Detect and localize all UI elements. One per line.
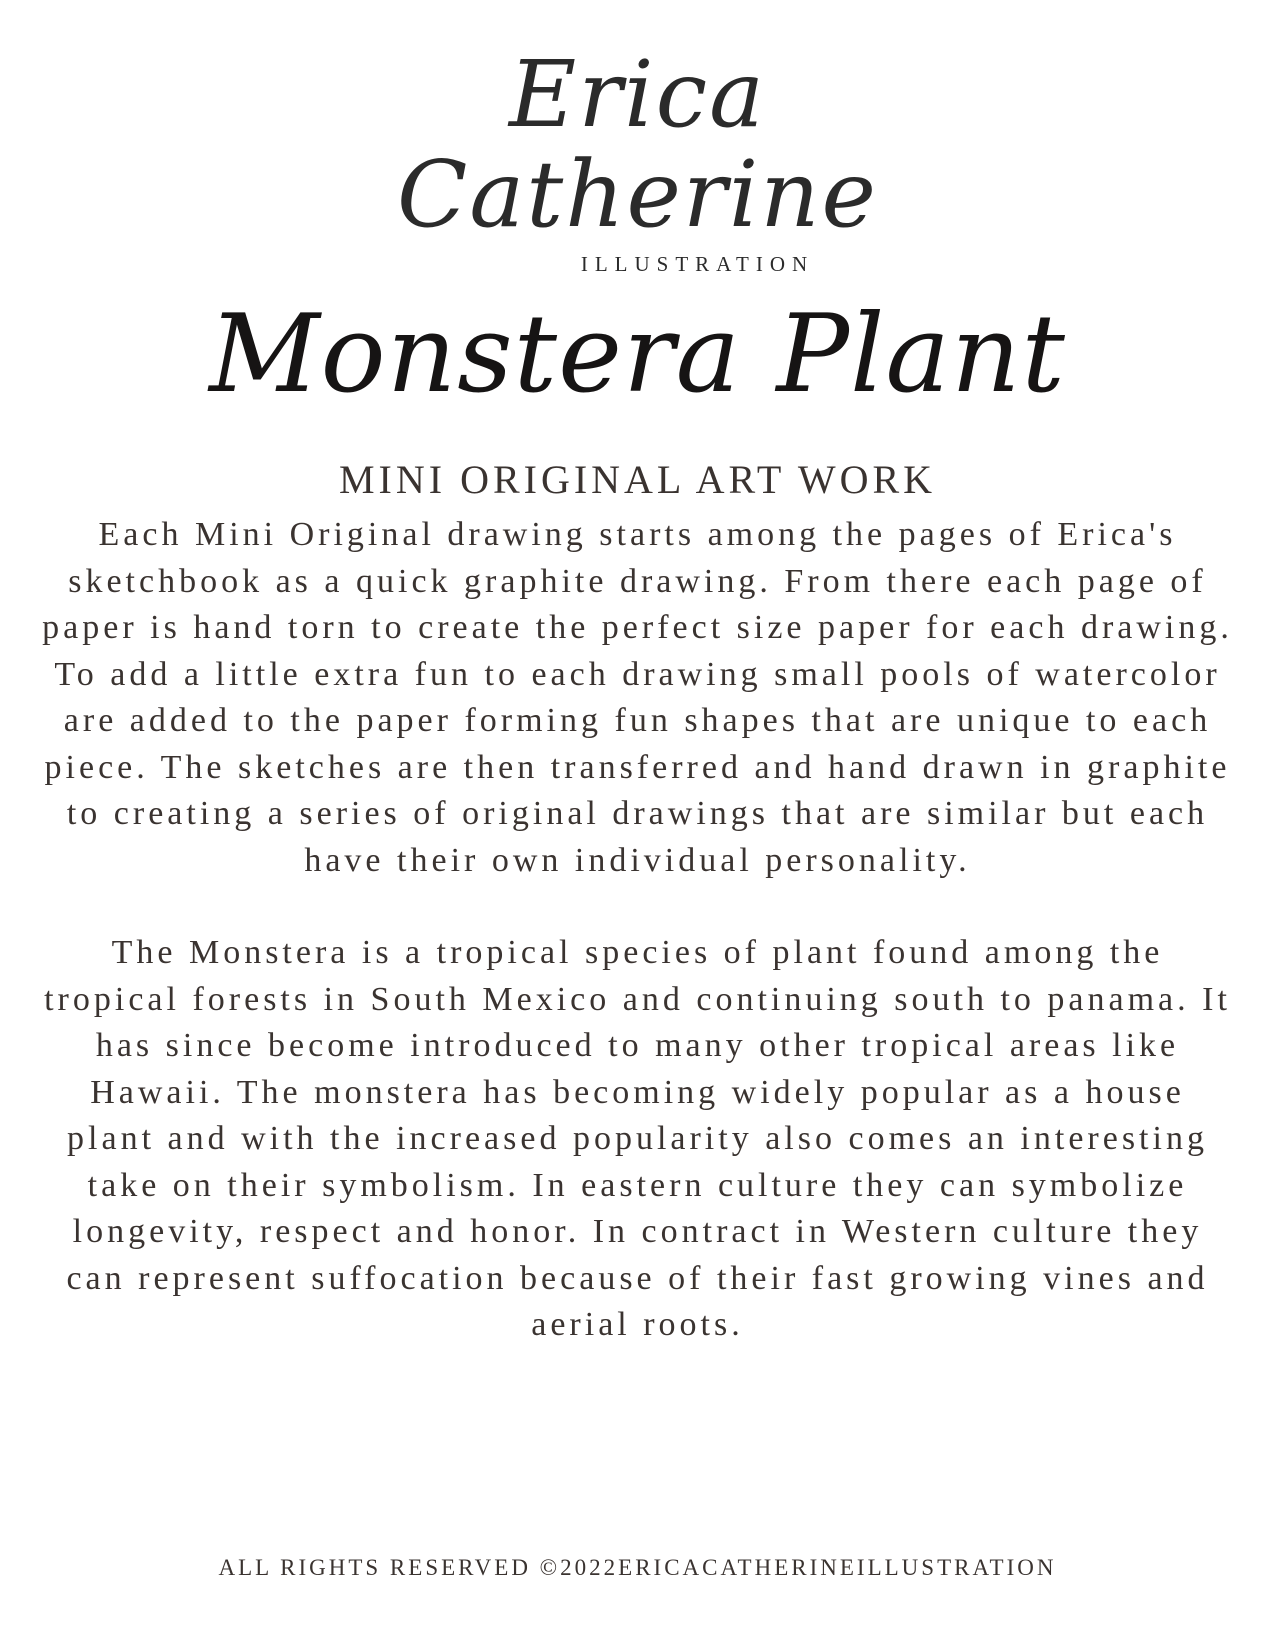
page-subtitle: MINI ORIGINAL ART WORK (338, 457, 937, 502)
paragraph-monstera: The Monstera is a tropical species of plant found among the tropical forests in South Mexico and continuing south to panama. It has since become introduced to many other tropical areas like Hawaii. The monstera has becoming widely popular as a house plant and with the increased popularity also comes an interesting take on their symbolism. In eastern culture they can symbolize longevity, respect and honor. In contract in Western culture they can represent suffocation because of their fast growing vines and aerial roots. (44, 934, 1231, 1343)
logo-first-name: Erica (509, 41, 766, 148)
description-body (40, 512, 1235, 1349)
page-title: Monstera Plant (209, 292, 1066, 417)
paragraph-mini-original: Each Mini Original drawing starts among the pages of Erica's sketchbook as a quick graphite drawing. From there each page of paper is hand torn to create the perfect size paper for each drawing. To add a little extra fun to each drawing small pools of watercolor are added to the paper forming fun shapes that are unique to each piece. The sketches are then transferred and hand drawn in graphite to creating a series of original drawings that are similar but each have their own individual personality. (42, 516, 1233, 879)
copyright-footer: ALL RIGHTS RESERVED ©2022ERICACATHERINEILLUSTRATION (218, 1555, 1057, 1580)
brand-logo (0, 40, 1275, 290)
logo-last-name: Catherine (396, 141, 878, 248)
logo-tagline: ILLUSTRATION (580, 252, 815, 276)
